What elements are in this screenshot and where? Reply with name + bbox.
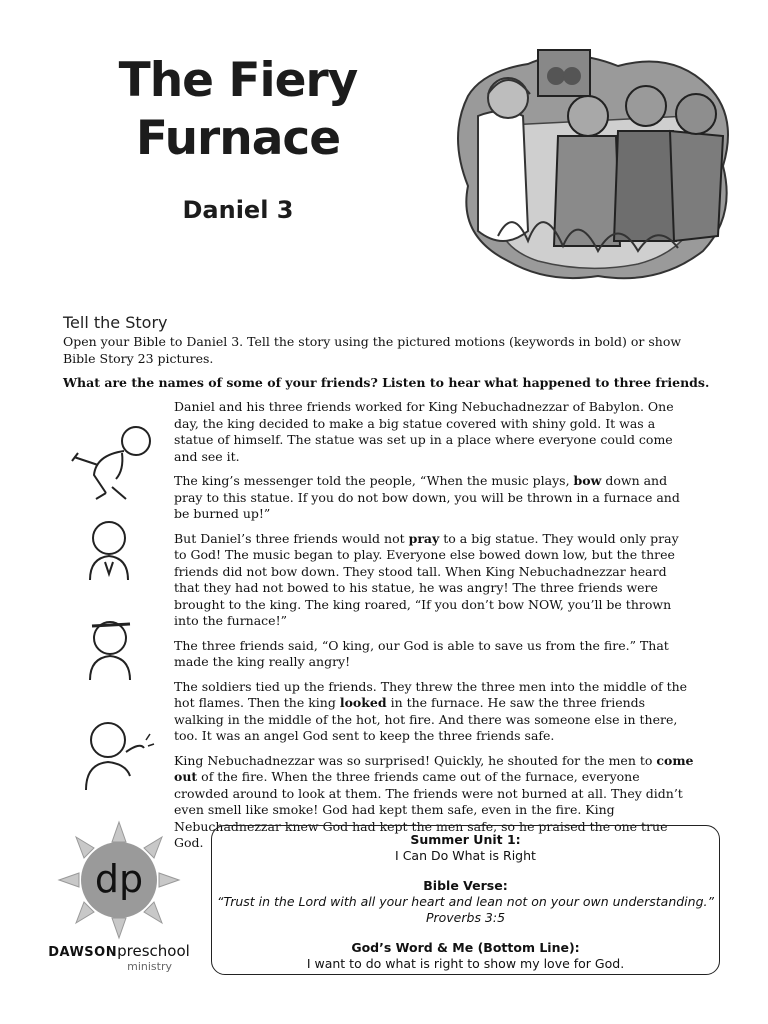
logo-name bbox=[44, 943, 194, 961]
story-text-span: King Nebuchadnezzar was so surprised! Quickly, he shouted for the men to bbox=[174, 752, 657, 768]
bottom-line-heading: God’s Word & Me (Bottom Line): bbox=[351, 940, 580, 955]
story-text-span: Daniel and his three friends worked for King Nebuchadnezzar of Babylon. One day, the king decided to make a big statue covered with shiny gold. It was a statue of himself. The statue was set up in a place where everyone could come and see it. bbox=[174, 399, 674, 464]
story-text-span: in the furnace. He saw the three friends walking in the middle of the hot, hot fire. And there was someone else in there, too. It was an angel God sent to keep the three friends safe. bbox=[174, 695, 678, 743]
story-text-span: down and pray to this statue. If you do not bow down, you will be thrown in a furnace and be burned up!” bbox=[174, 473, 680, 521]
story-paragraph bbox=[174, 399, 694, 465]
scripture-reference: Daniel 3 bbox=[182, 196, 294, 224]
story-paragraph bbox=[174, 638, 694, 671]
verse-text: “Trust in the Lord with all your heart and lean not on your own understanding.” bbox=[217, 894, 714, 909]
story-text-span: to a big statue. They would only pray to God! The music began to play. Everyone else bowed down low, but the three friends did not bow down. They stood tall. When King Nebuchadnezzar heard that they had not bowed to his statue, he was angry! The three friends were brought to the king. The king roared, “If you don’t bow NOW, you’ll be thrown into the furnace!” bbox=[174, 530, 679, 628]
logo-name-rest: preschool bbox=[117, 942, 190, 960]
dawson-preschool-logo bbox=[44, 820, 194, 940]
logo-name-bold: DAWSON bbox=[48, 945, 118, 960]
bottom-line-text: I want to do what is right to show my love for God. bbox=[306, 956, 625, 971]
story-text-span: But Daniel’s three friends would not bbox=[174, 530, 409, 546]
story-text-span: of the fire. When the three friends came out of the furnace, everyone crowded around to look at them. The friends were not burned at all. They didn’t even smell like smoke! God had kept them safe, even in the fire. King Nebuchadnezzar knew God had kept the men safe, so he praised the one true God. bbox=[174, 769, 683, 850]
story-paragraph bbox=[174, 531, 694, 630]
look-motion-figure bbox=[76, 612, 144, 684]
come-out-motion-figure bbox=[78, 712, 156, 792]
verse-reference: Proverbs 3:5 bbox=[425, 910, 506, 925]
title-line-1: The Fiery bbox=[118, 53, 358, 108]
fiery-furnace-illustration bbox=[438, 36, 738, 286]
story-paragraph bbox=[174, 473, 694, 523]
keyword-bow: bow bbox=[573, 473, 602, 488]
unit-info-box bbox=[211, 825, 720, 975]
section-heading: Tell the Story bbox=[63, 313, 168, 332]
story-text-span: The soldiers tied up the friends. They threw the three men into the middle of the hot flames. Then the king bbox=[174, 678, 688, 710]
unit-text: I Can Do What is Right bbox=[395, 848, 536, 863]
keyword-looked: looked bbox=[339, 695, 387, 710]
page-title bbox=[88, 52, 388, 168]
keyword-pray: pray bbox=[408, 530, 440, 546]
story-text bbox=[174, 399, 694, 860]
logo-tagline: ministry bbox=[127, 960, 172, 973]
logo-wordmark bbox=[44, 943, 194, 973]
story-text-span: The three friends said, “O king, our God is able to save us from the fire.” That made the king really angry! bbox=[174, 637, 669, 669]
story-paragraph bbox=[174, 679, 694, 745]
spacer bbox=[212, 864, 719, 878]
story-text-span: The king’s messenger told the people, “When the music plays, bbox=[174, 473, 574, 488]
logo-monogram: dp bbox=[94, 857, 144, 901]
pray-motion-figure bbox=[78, 518, 140, 588]
intro-text: Open your Bible to Daniel 3. Tell the story using the pictured motions (keywords in bold) or show Bible Story 23 pictures. bbox=[63, 334, 682, 366]
spacer bbox=[212, 926, 719, 940]
bow-motion-figure bbox=[66, 415, 162, 507]
keyword-come-out: come out bbox=[174, 752, 694, 784]
verse-heading: Bible Verse: bbox=[423, 878, 508, 893]
discussion-question: What are the names of some of your friends? Listen to hear what happened to three friends. bbox=[63, 375, 710, 390]
unit-heading: Summer Unit 1: bbox=[410, 832, 521, 847]
title-line-2: Furnace bbox=[135, 111, 341, 166]
